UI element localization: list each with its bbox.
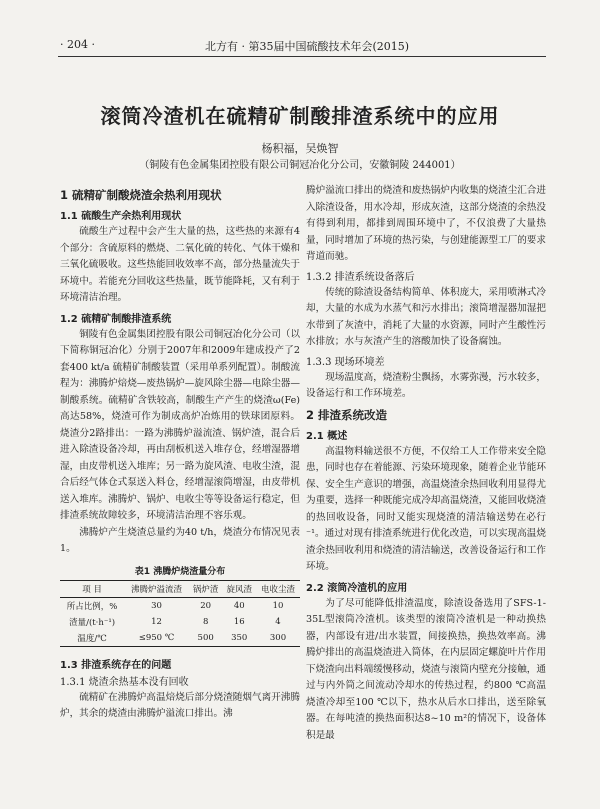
- section-2-1-heading: 2.1 概述: [306, 430, 348, 442]
- paragraph: 高温物料输送很不方便，不仅给工人工作带来安全隐患，同时也存在着能源、污染环境现象，随着企业节能环保、安全生产意识的增强，高温烧渣余热回收利用显得尤为重要，选择一种既能完成冷却高温烧渣，又能回收烧渣的热回收设备，同时又能实现烧渣的清洁输送势在必行⁻¹。通过对现有排渣系统进行优化改造，可以实现高温烧渣余热回收利用和烧渣的清洁输送，改善设备运行和工作环境。: [306, 445, 546, 572]
- section-1-3-1-heading: 1.3.1 烧渣余热基本没有回收: [60, 676, 189, 688]
- table-header-cell: 锅炉渣: [192, 584, 219, 595]
- table-header-row: [60, 580, 300, 597]
- table-cell: 8: [202, 616, 209, 627]
- authors: 杨积福，吴焕智: [261, 142, 339, 155]
- right-column: [306, 183, 546, 744]
- section-1-3-2-heading: 1.3.2 排渣系统设备落后: [306, 271, 415, 283]
- paragraph: 铜陵有色金属集团控股有限公司铜冠冶化分公司（以下简称铜冠冶化）分别于2007年和2009年建成投产了2套400 kt/a 硫精矿制酸装置（采用单系列配置）。制酸流程为：沸腾炉焙烧—废热锅炉—旋风除尘器—电除尘器—制酸系统。硫精矿含铁较高，制酸生产产生的烧渣ω(Fe)高达58%，烧渣可作为制成高炉冶炼用的铁球团原料。烧渣分2路排出：一路为沸腾炉溢流渣、锅炉渣，混合后进入除渣设备冷却，再由刮板机送入堆存仓，经增湿器增湿，由皮带机送入堆库；另一路为旋风渣、电收尘渣，混合后经气体仓式泵送入料仓，经增湿滚筒增湿，由皮带机送入堆库。沸腾炉、锅炉、电收尘等等设备运行稳定，但排渣系统故障较多，环境清洁治理不容乐观。: [60, 328, 300, 521]
- table-cell: 10: [272, 600, 284, 611]
- table-cell: 40: [233, 600, 245, 611]
- table-header-cell: 旋风渣: [226, 584, 252, 595]
- table-header-cell: 项 目: [82, 584, 102, 595]
- table-row: [60, 614, 300, 630]
- section-1-1-heading: 1.1 硫酸生产余热利用现状: [60, 211, 182, 222]
- page-number: · 204 ·: [60, 38, 95, 51]
- table-cell: 20: [200, 600, 212, 611]
- table-cell: 温度/℃: [77, 633, 107, 644]
- table-row: [60, 597, 300, 614]
- paragraph: 现场温度高，烧渣粉尘飘扬，水雾弥漫，污水较多，设备运行和工作环境差。: [306, 371, 546, 399]
- table-cell: 12: [151, 616, 162, 627]
- paragraph: 沸腾炉产生烧渣总量约为40 t/h，烧渣分布情况见表1。: [60, 526, 300, 554]
- table-cell: 所占比例，%: [66, 601, 118, 612]
- slag-distribution-table: [60, 580, 300, 647]
- table-cell: ≤950 ℃: [138, 632, 175, 643]
- section-1-heading: 1 硫精矿制酸烧渣余热利用现状: [60, 188, 222, 202]
- paper-title: 滚筒冷渣机在硫精矿制酸排渣系统中的应用: [100, 104, 500, 128]
- paragraph: 传统的除渣设备结构简单、体积庞大，采用喷淋式冷却，大量的水成为水蒸气和污水排出；滚筒增湿器加湿把水带到了灰渣中，消耗了大量的水资源，同时产生酸性污水排放；水与灰渣产生的溶酸加快了设备腐蚀。: [306, 286, 546, 347]
- section-1-3-heading: 1.3 排渣系统存在的问题: [60, 659, 172, 671]
- affiliation: （铜陵有色金属集团控股有限公司铜冠冶化分公司，安徽铜陵 244001）: [139, 160, 461, 171]
- paragraph: 硫精矿在沸腾炉高温焙烧后部分烧渣随烟气离开沸腾炉，其余的烧渣由沸腾炉溢流口排出。沸: [60, 691, 300, 719]
- table-cell: 16: [233, 616, 245, 627]
- table-caption: 表1 沸腾炉烧渣量分布: [134, 566, 226, 577]
- section-2-2-heading: 2.2 滚筒冷渣机的应用: [306, 582, 408, 594]
- running-title: 北方有 · 第35届中国硫酸技术年会(2015): [205, 40, 410, 53]
- paragraph: 硫酸生产过程中会产生大量的热，这些热的来源有4个部分：含硫原料的燃烧、二氧化硫的转化、气体干燥和三氧化硫吸收。这些热能回收效率不高，部分热量流失于环境中。若能充分回收这些热量，既节能降耗，又有利于环境清洁治理。: [60, 226, 300, 303]
- table-cell: 4: [275, 616, 281, 627]
- paragraph: 腾炉溢流口排出的烧渣和废热锅炉内收集的烧渣尘汇合进入除渣设备，用水冷却，形成灰渣，这部分烧渣的余热没有得到利用，都排到周围环境中了，不仅浪费了大量热量，同时增加了环境的热污染，与创建能源型工厂的要求背道而驰。: [306, 185, 546, 262]
- table-row: [60, 630, 300, 647]
- section-2-heading: 2 排渣系统改造: [306, 407, 388, 422]
- left-column: [60, 183, 300, 723]
- table-cell: 350: [231, 632, 248, 643]
- table-header-cell: 电收尘渣: [261, 584, 296, 595]
- section-1-2-heading: 1.2 硫精矿制酸排渣系统: [60, 313, 172, 325]
- table-cell: 500: [197, 632, 214, 643]
- table-cell: 30: [151, 600, 162, 611]
- section-1-3-3-heading: 1.3.3 现场环境差: [306, 356, 385, 368]
- paragraph: 为了尽可能降低排渣温度，除渣设备选用了SFS-1-35L型滚筒冷渣机。该类型的滚筒冷渣机是一种动换热器，内部设有进/出水装置，间接换热，换热效率高。沸腾炉排出的高温烧渣进入筒体，在内层固定螺旋叶片作用下烧渣向出料端缓慢移动，烧渣与滚筒内壁充分接触，通过与内外筒之间流动冷却水的传热过程，约800 ℃高温烧渣冷却至100 ℃以下，热水从后水口排出，送至除氧器。在每吨渣的换热面积达8~10 m²的情况下，设备体积是最: [306, 597, 546, 741]
- table-cell: 300: [269, 632, 287, 643]
- header-rule: [58, 56, 546, 57]
- table-cell: 渣量/(t·h⁻¹): [69, 617, 116, 628]
- table-header-cell: 沸腾炉溢流渣: [131, 584, 183, 595]
